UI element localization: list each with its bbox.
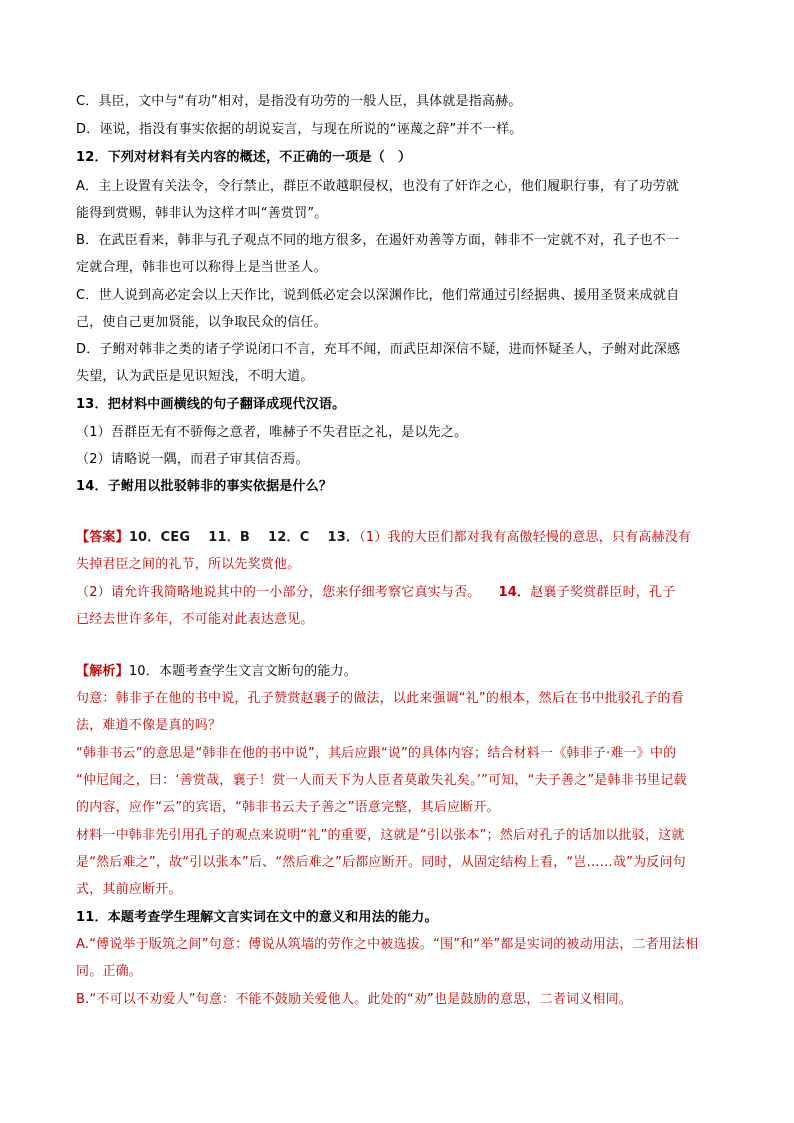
q12-option-a-line2: 能得到赏赐，韩非认为这样才叫“善赏罚”。 (76, 206, 328, 221)
q12-option-d-line2: 失望，认为武臣是见识短浅，不明大道。 (76, 369, 314, 384)
q13-sentence-1: （1）吾群臣无有不骄侮之意者，唯赫子不失君臣之礼，是以先之。 (76, 425, 468, 440)
q12-option-b-line2: 定就合理，韩非也可以称得上是当世圣人。 (76, 260, 327, 275)
q14-stem: 14．子鲋用以批驳韩非的事实依据是什么？ (76, 479, 333, 494)
analysis-line-5: “仲尼闻之，曰：‘善赏哉，襄子！赏一人而天下为人臣者莫敢失礼矣。’”可知，“夫子善之”是韩非书里记载 (76, 773, 687, 788)
q12-option-c-line2: 己，使自己更加贤能，以争取民众的信任。 (76, 315, 327, 330)
answer-13-head: 13． (327, 530, 360, 545)
answer-14-part1: 赵襄子奖赏群臣时，孔子 (530, 585, 676, 600)
answer-14-part2: 已经去世许多年，不可能对此表达意见。 (76, 612, 314, 627)
answer-14-head: 14． (498, 585, 531, 600)
analysis-line-9: 式，其前应断开。 (76, 882, 182, 897)
analysis-line-11: A.“傅说举于版筑之间”句意：傅说从筑墙的劳作之中被选拔。“围”和“举”都是实词的被动用法，二者用法相 (76, 937, 699, 952)
q12-option-b-line1: B．在武臣看来，韩非与孔子观点不同的地方很多，在遏奸劝善等方面，韩非不一定就不对，孔子也不一 (76, 233, 680, 248)
answer-12: 12．C (268, 530, 310, 545)
answer-13-1-part2: 失掉君臣之间的礼节，所以先奖赏他。 (76, 557, 301, 572)
analysis-line-7: 材料一中韩非先引用孔子的观点来说明“礼”的重要，这就是“引以张本”；然后对孔子的话加以批驳，这就 (76, 828, 685, 843)
answer-13-2: （2）请允许我简略地说其中的一小部分，您来仔细考察它真实与否。 (76, 585, 481, 600)
analysis-line-12: 同。正确。 (76, 964, 143, 979)
answer-10: 10．CEG (128, 530, 191, 545)
q13-sentence-2: （2）请略说一隅，而君子审其信否焉。 (76, 452, 309, 467)
q13-stem: 13．把材料中画横线的句子翻译成现代汉语。 (76, 397, 346, 412)
analysis-tag: 【解析】 (76, 664, 129, 679)
analysis-line-10: 11．本题考查学生理解文言实词在文中的意义和用法的能力。 (76, 910, 438, 925)
answer-line-3 (76, 580, 726, 606)
analysis-q10-head: 10．本题考查学生文言文断句的能力。 (128, 664, 357, 679)
q11-option-d: D．诬说，指没有事实依据的胡说妄言，与现在所说的“诬蔑之辞”并不一样。 (76, 122, 523, 137)
answer-line-1 (76, 525, 726, 551)
q12-option-d-line1: D．子鲋对韩非之类的诸子学说闭口不言，充耳不闻，而武臣却深信不疑，进而怀疑圣人，子鲋对此深感 (76, 342, 681, 357)
analysis-line-1 (76, 659, 726, 685)
answer-11: 11．B (208, 530, 251, 545)
q11-option-c: C．具臣，文中与“有功”相对，是指没有功劳的一般人臣，具体就是指高赫。 (76, 94, 522, 109)
q12-option-c-line1: C．世人说到高必定会以上天作比，说到低必定会以深渊作比，他们常通过引经据典、援用圣贤来成就自 (76, 288, 680, 303)
q12-option-a-line1: A．主上设置有关法令，令行禁止，群臣不敢越职侵权，也没有了奸诈之心，他们履职行事，有了功劳就 (76, 179, 680, 194)
answer-tag: 【答案】 (76, 530, 129, 545)
analysis-line-13: B.“不可以不劝爱人”句意：不能不鼓励关爱他人。此处的“劝”也是鼓励的意思，二者词义相同。 (76, 992, 632, 1007)
answer-13-1-part1: （1）我的大臣们都对我有高傲轻慢的意思，只有高赫没有 (359, 530, 692, 545)
analysis-line-8: 是“然后难之”，故“引以张本”后、“然后难之”后都应断开。同时，从固定结构上看，“岂……哉”为反问句 (76, 855, 686, 870)
analysis-line-4: “韩非书云”的意思是“韩非在他的书中说”，其后应跟“说”的具体内容；结合材料一《韩非子·难一》中的 (76, 746, 677, 761)
analysis-line-3: 法，难道不像是真的吗？ (76, 718, 222, 733)
analysis-line-6: 的内容，应作“云”的宾语，“韩非书云夫子善之”语意完整，其后应断开。 (76, 800, 500, 815)
analysis-line-2: 句意：韩非子在他的书中说，孔子赞赏赵襄子的做法，以此来强调“礼”的根本，然后在书中批驳孔子的看 (76, 691, 684, 706)
q12-stem: 12．下列对材料有关内容的概述，不正确的一项是（ ） (76, 150, 412, 165)
